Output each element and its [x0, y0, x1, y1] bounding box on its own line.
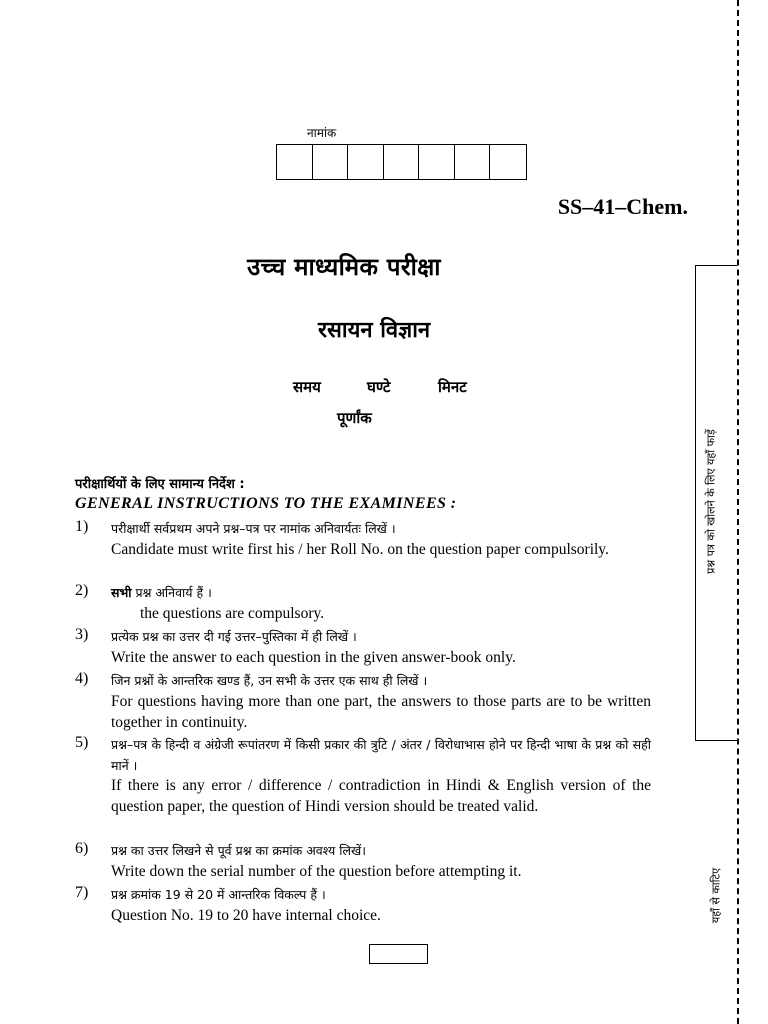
instruction-english: Question No. 19 to 20 have internal choice.: [111, 907, 381, 924]
cut-here-text: यहाँ से काटिए: [709, 867, 723, 924]
instruction-number: 3): [75, 626, 89, 643]
tear-here-text: प्रश्न पत्र को खोलने के लिए यहाँ फाड़ें: [704, 429, 718, 574]
instruction-number: 2): [75, 582, 89, 599]
exam-subject: रसायन विज्ञान: [318, 318, 431, 343]
instruction-english: If there is any error / difference / contradiction in Hindi & English version of the question paper, the question of Hindi version should be treated valid.: [111, 777, 651, 815]
instruction-hindi: प्रश्न का उत्तर लिखने से पूर्व प्रश्न का क्रमांक अवश्य लिखें।: [111, 843, 366, 858]
roll-number-box[interactable]: [348, 145, 384, 179]
instruction-number: 4): [75, 670, 89, 687]
minutes-label: मिनट: [438, 378, 467, 396]
time-label: समय: [293, 378, 321, 396]
roll-number-box[interactable]: [313, 145, 349, 179]
max-marks-label: पूर्णांक: [337, 409, 372, 427]
instruction-english: Write the answer to each question in the given answer-book only.: [111, 649, 516, 666]
page-number-box: [369, 944, 428, 964]
tear-line: [737, 0, 739, 1024]
roll-number-label: नामांक: [307, 126, 337, 140]
instruction-hindi: जिन प्रश्नों के आन्तरिक खण्ड हैं, उन सभी के उत्तर एक साथ ही लिखें ।: [111, 673, 428, 688]
instruction-hindi: प्रत्येक प्रश्न का उत्तर दी गई उत्तर–पुस्तिका में ही लिखें ।: [111, 629, 357, 644]
instruction-hindi: प्रश्न क्रमांक 19 से 20 में आन्तरिक विकल्प हैं ।: [111, 887, 326, 902]
paper-code: SS–41–Chem.: [557, 194, 688, 219]
instruction-number: 6): [75, 840, 89, 857]
instruction-hindi: सभी प्रश्न अनिवार्य हैं ।: [111, 585, 212, 600]
instructions-heading-english: GENERAL INSTRUCTIONS TO THE EXAMINEES :: [75, 495, 457, 512]
instruction-hindi: परीक्षार्थी सर्वप्रथम अपने प्रश्न–पत्र पर नामांक अनिवार्यतः लिखें ।: [111, 521, 396, 536]
hours-label: घण्टे: [367, 378, 391, 396]
instruction-number: 5): [75, 734, 89, 751]
roll-number-box[interactable]: [277, 145, 313, 179]
roll-number-box[interactable]: [384, 145, 420, 179]
roll-number-box[interactable]: [490, 145, 526, 179]
roll-number-box[interactable]: [455, 145, 491, 179]
instruction-number: 7): [75, 884, 89, 901]
roll-number-boxes: [276, 144, 527, 180]
instruction-hindi: प्रश्न–पत्र के हिन्दी व अंग्रेजी रूपांतरण में किसी प्रकार की त्रुटि / अंतर / विरोधाभास होने पर हिन्दी भाषा के प्रश्न को सही मानें ।: [111, 737, 651, 773]
instruction-english: For questions having more than one part, the answers to those parts are to be written together in continuity.: [111, 693, 651, 731]
exam-title: उच्च माध्यमिक परीक्षा: [247, 253, 441, 281]
instruction-english: Write down the serial number of the question before attempting it.: [111, 863, 522, 880]
instructions-heading-hindi: परीक्षार्थियों के लिए सामान्य निर्देश :: [75, 477, 245, 492]
instruction-english: the questions are compulsory.: [140, 605, 325, 622]
instruction-number: 1): [75, 518, 89, 535]
instruction-english: Candidate must write first his / her Roll No. on the question paper compulsorily.: [111, 541, 609, 558]
roll-number-box[interactable]: [419, 145, 455, 179]
